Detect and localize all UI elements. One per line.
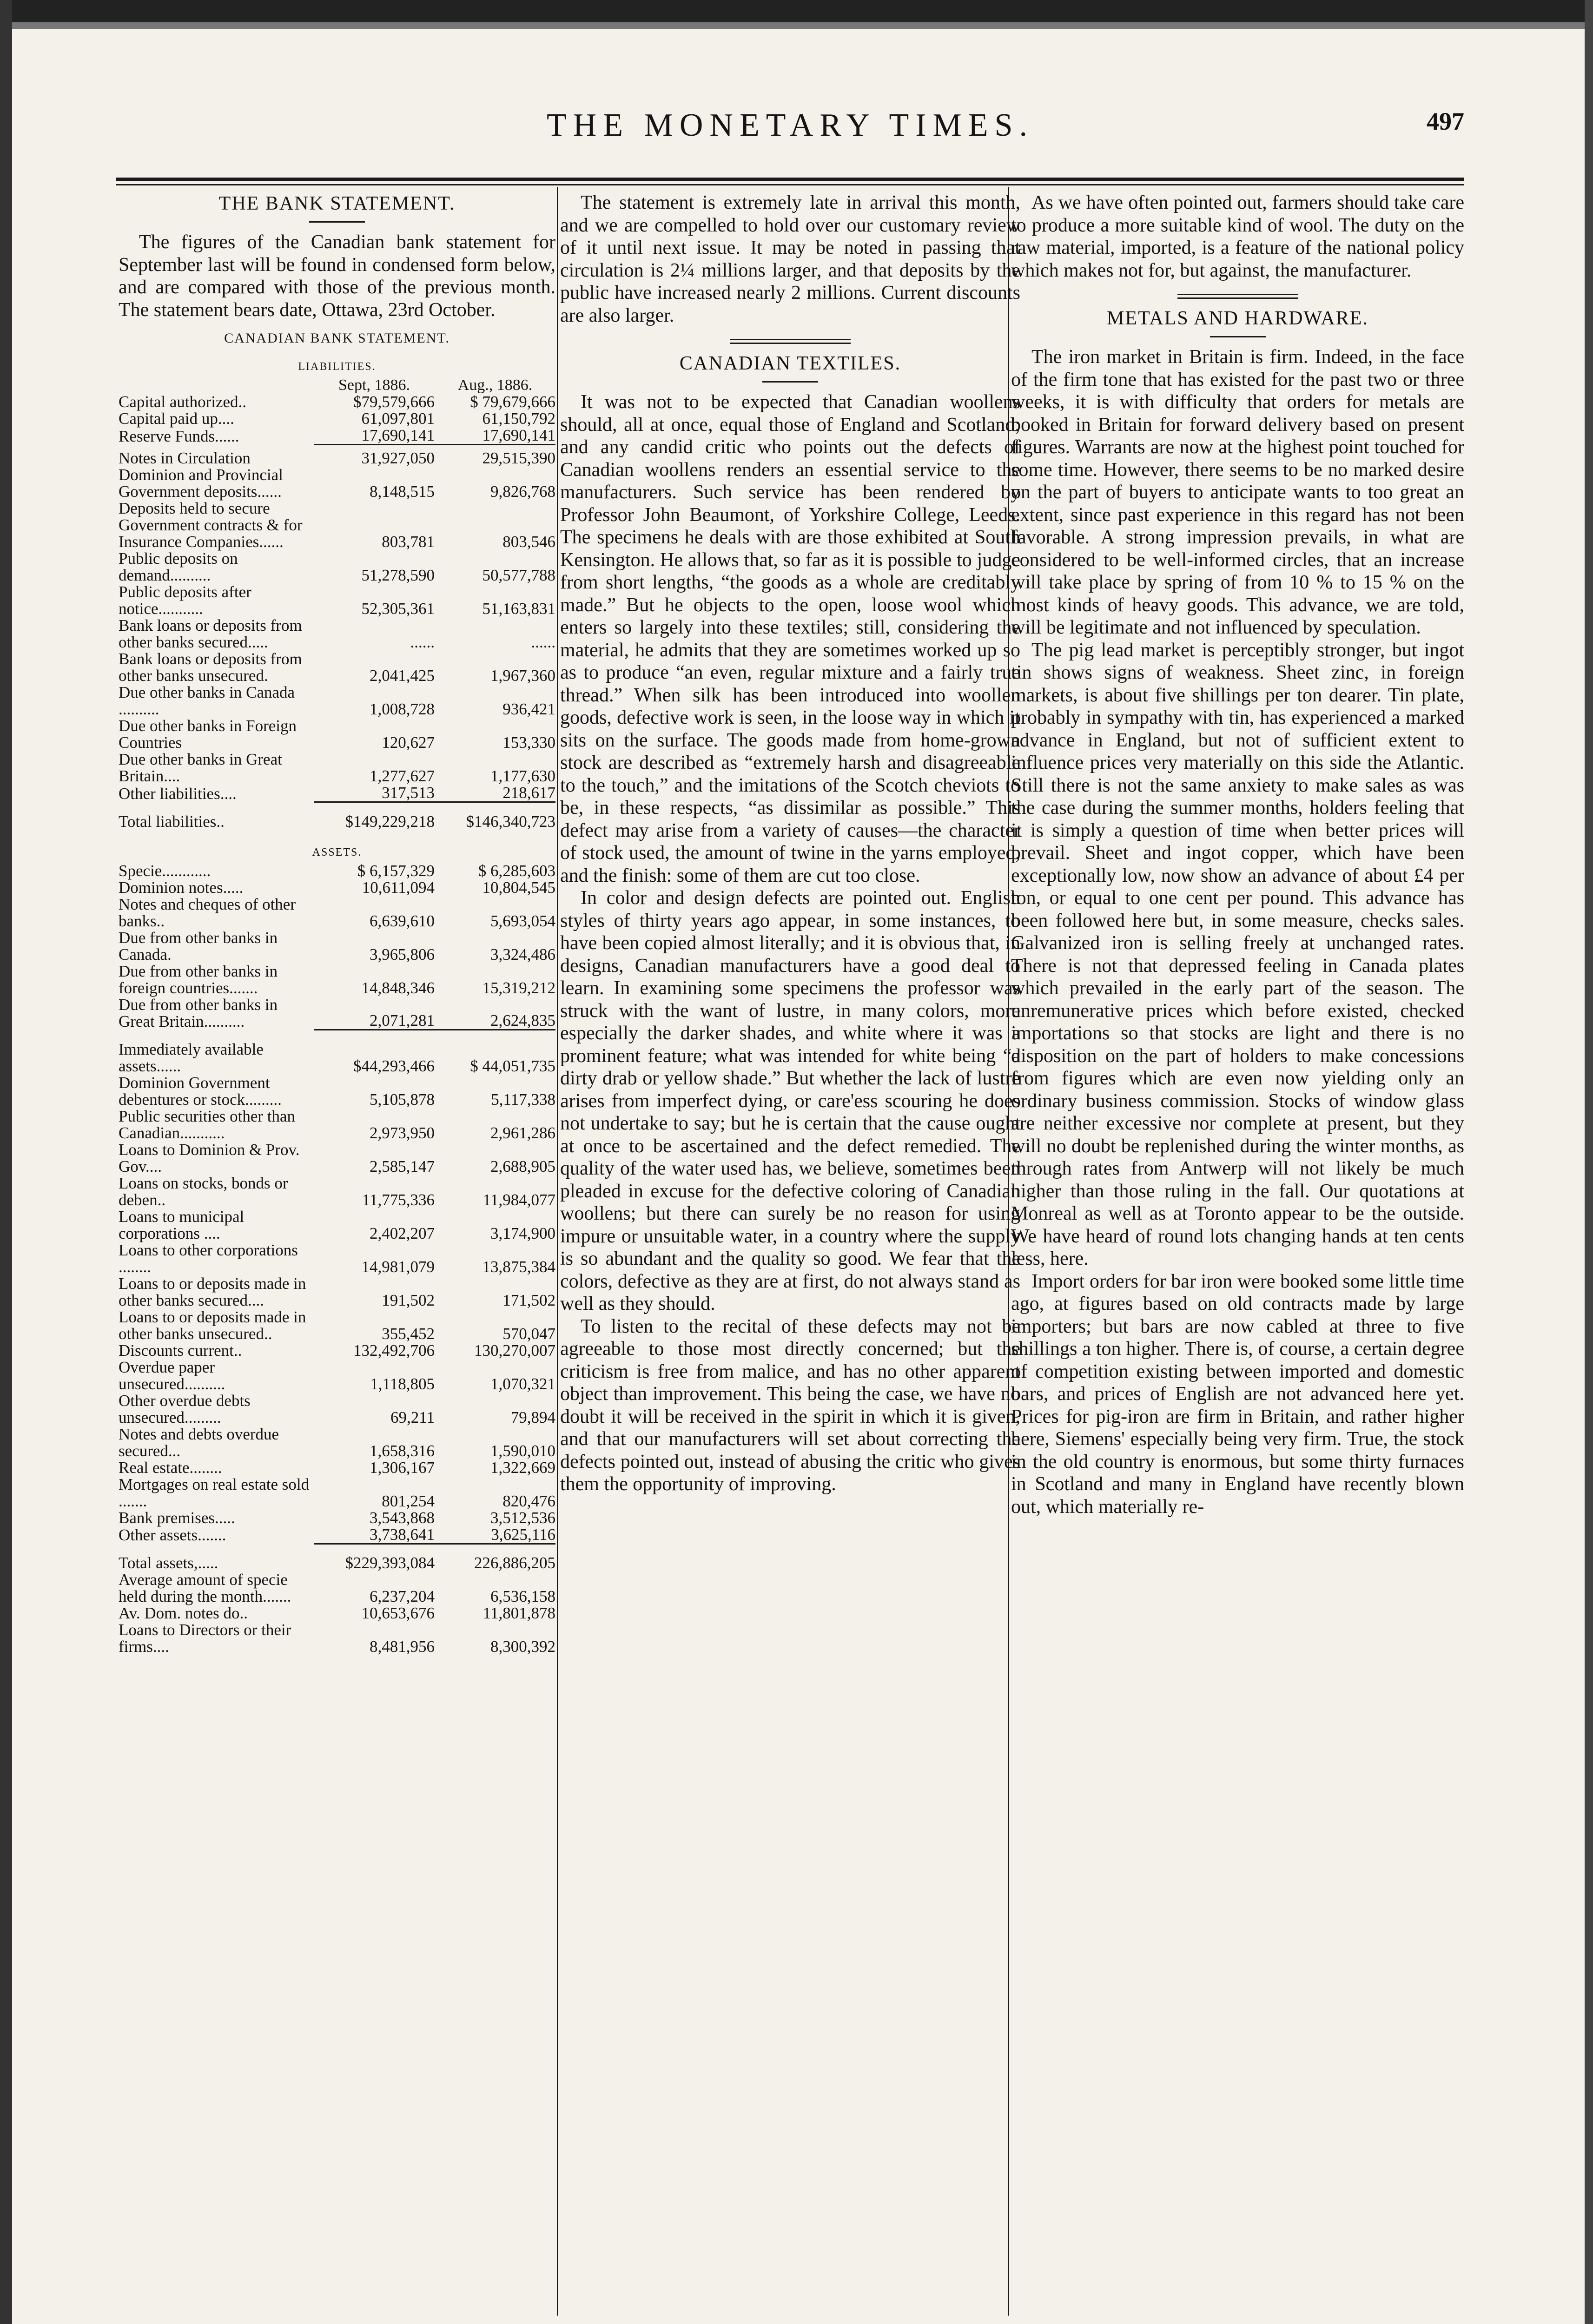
row-label: Average amount of specie held during the month.......: [119, 1571, 291, 1605]
row-value-sept: 17,690,141: [361, 426, 435, 444]
row-value-aug: 1,322,669: [490, 1458, 555, 1477]
table-row: [119, 1242, 555, 1275]
row-label: Due from other banks in Great Britain..........: [119, 995, 278, 1030]
row-label: Notes and cheques of other banks..: [119, 895, 296, 930]
row-label: Other liabilities....: [119, 784, 237, 803]
row-value-aug: 3,512,536: [490, 1508, 555, 1527]
header-rule-thick: [116, 178, 1464, 181]
row-value-sept: 2,041,425: [370, 667, 435, 685]
row-value-sept: 132,492,706: [353, 1341, 435, 1360]
table-row: [119, 684, 555, 718]
row-label: Due other banks in Great Britain....: [119, 750, 282, 785]
row-value-aug: 3,324,486: [490, 945, 555, 964]
table-row: [119, 1208, 555, 1242]
row-value-sept: 2,973,950: [370, 1123, 435, 1142]
row-value-sept: 2,585,147: [370, 1157, 435, 1175]
row-value-aug: 61,150,792: [482, 409, 555, 428]
row-label: Total assets,.....: [119, 1554, 218, 1572]
column-textiles: [560, 187, 1020, 2316]
row-value-sept: 355,452: [382, 1324, 435, 1343]
row-value-aug: $ 79,679,666: [470, 393, 555, 411]
scan-edge-left: [0, 0, 12, 2324]
title-dash: [309, 221, 365, 223]
table-row: [119, 785, 555, 802]
row-value-sept: 14,981,079: [361, 1257, 435, 1276]
table-row: [119, 1571, 555, 1605]
bank-statement-intro: The figures of the Canadian bank statement for September last will be found in condensed form below, and are compared with those of the previous month. The statement bears date, Ottawa, 23rd October.: [119, 231, 555, 321]
row-value-aug: $ 6,285,603: [478, 861, 555, 880]
row-value-aug: 5,693,054: [490, 911, 555, 930]
textiles-paragraph: In color and design defects are pointed out. English styles of thirty years ago appear, in some instances, to have been copied almost literally; and it is obvious that, in designs, Canadian manufacturers have a good deal to learn. In examining some specimens the professor was struck with the want of lustre, in many colors, more especially the darker shades, and white where it was a prominent feature; what was intended for white being “a dirty drab or yellow shade.” But whether the lack of lustre arises from imperfect dying, or care'ess scouring he does not undertake to say; but he is certain that the cause ought at once to be ascertained and the defect remedied. The quality of the water used has, we believe, sometimes been pleaded in excuse for the defective coloring of Canadian woollens; but there can surely be no reason for using impure or unsuitable water, in a country where the supply is so abundant and the quality so good. We fear that the colors, defective as they are at first, do not always stand as well as they should.: [560, 887, 1020, 1314]
row-label: Public deposits after notice...........: [119, 583, 251, 618]
row-value-sept: 1,306,167: [370, 1458, 435, 1477]
row-value-sept: 10,653,676: [361, 1604, 435, 1622]
table-row: [119, 1175, 555, 1208]
row-value-aug: 2,624,835: [490, 1011, 555, 1030]
row-value-sept: 51,278,590: [361, 566, 435, 584]
row-label: Public deposits on demand..........: [119, 549, 238, 584]
table-row: [119, 718, 555, 751]
row-value-aug: 1,967,360: [490, 667, 555, 685]
table-row: [119, 802, 555, 830]
scan-edge-shadow: [0, 22, 1593, 29]
row-label: Specie............: [119, 861, 211, 880]
liabilities-rows: [119, 394, 555, 830]
row-value-sept: 120,627: [382, 733, 435, 752]
row-value-aug: 15,319,212: [482, 978, 555, 997]
table-row: [119, 1622, 555, 1655]
table-row: [119, 930, 555, 963]
title-dash: [762, 381, 818, 383]
row-value-aug: 11,984,077: [483, 1190, 555, 1209]
row-value-sept: $ 6,157,329: [357, 861, 435, 880]
col-header-sept: Sept, 1886.: [338, 376, 410, 394]
row-value-aug: 51,163,831: [482, 600, 555, 618]
row-value-sept: 1,008,728: [370, 700, 435, 718]
row-label: Dominion Government debentures or stock.........: [119, 1073, 282, 1109]
row-value-aug: 803,546: [502, 533, 555, 551]
scan-edge-top: [0, 0, 1593, 22]
metals-title: METALS AND HARDWARE.: [1107, 308, 1368, 329]
row-value-aug: $ 44,051,735: [435, 1030, 555, 1075]
row-value-sept: 803,781: [382, 533, 435, 551]
row-label: Deposits held to secure Government contracts & for Insurance Companies......: [119, 499, 303, 551]
row-value-sept: 801,254: [382, 1492, 435, 1510]
row-label: Due other banks in Canada ..........: [119, 683, 295, 718]
metals-paragraph: The pig lead market is perceptibly stronger, but ingot tin shows signs of weakness. Sheet zinc, in foreign markets, is about five shillings per ton dearer. Tin plate, probably in sympathy with tin, has experienced a marked advance in England, but not of sufficient extent to influence prices very materially on this side the Atlantic. Still there is not the same anxiety to make sales as was the case during the summer months, holders feeling that it is simply a question of time when better prices will prevail. Sheet and ingot copper, which have been exceptionally low, now show an advance of about £4 per ton, or equal to one cent per pound. This advance has been followed here but, in some measure, checks sales. Galvanized iron is selling freely at unchanged rates. There is not that depressed feeling in Canada plates which prevailed in the early part of the season. The unremunerative prices which before existed, checked importations so that stocks are light and there is no disposition on the part of holders to make concessions from figures which are even now yielding only an ordinary business commission. Stocks of window glass are neither excessive nor complete at present, but they will no doubt be replenished during the winter months, as through rates from Antwerp will not likely be much higher than those ruling in the fall. Our quotations at Monreal as well as at Toronto appear to be the outside. We have heard of round lots changing hands at ten cents less, here.: [1011, 639, 1464, 1269]
section-double-rule: [730, 339, 851, 344]
textiles-paragraph: It was not to be expected that Canadian woollens should, all at once, equal those of England and Scotland; and any candid critic who points out the defects of Canadian woollens renders an essential service to the manufacturers. Such service has been rendered by Professor John Beaumont, of Yorkshire College, Leeds. The specimens he deals with are those exhibited at South Kensington. He allows that, so far as it is possible to judge from short lengths, “the goods as a whole are creditably made.” But he objects to the open, loose wool which enters so largely into these textiles; still, considering the material, he admits that they are sometimes worked up so as to produce “an even, regular mixture and a fairly true thread.” When silk has been introduced into woollen goods, defective work is seen, in the loose way in which it sits on the surface. The goods made from home-grown stock are described as “extremely harsh and disagreeable to the touch,” and the imitations of the Scotch cheviots to be, in these respects, “as dissimilar as possible.” This defect may arise from a variety of causes—the character of stock used, the amount of twine in the yarns employed, and the finish: some of them are cut too close.: [560, 391, 1020, 886]
row-value-aug: 9,826,768: [490, 482, 555, 501]
table-row: [119, 550, 555, 584]
row-value-sept: 317,513: [382, 784, 435, 802]
row-value-sept: 2,071,281: [370, 1011, 435, 1030]
row-label: Bank premises.....: [119, 1508, 235, 1527]
row-label: Loans to Directors or their firms....: [119, 1621, 291, 1656]
table-row: [119, 467, 555, 500]
bank-statement-table: [119, 353, 555, 1655]
row-value-aug: 820,476: [502, 1492, 555, 1510]
row-value-aug: 570,047: [502, 1324, 555, 1343]
metals-paragraph: Import orders for bar iron were booked some little time ago, at figures based on old contracts made by large importers; but bars are now cabled at three to five shillings a ton higher. There is, of course, a certain degree of competition existing between imported and domestic bars, and prices of English are not advanced here yet. Prices for pig-iron are firm in Britain, and rather higher here, Siemens' especially being very firm. True, the stock in the old country is enormous, but some thirty furnaces in Scotland and many in England have recently blown out, which materially re-: [1011, 1270, 1464, 1518]
row-value-sept: 69,211: [390, 1408, 435, 1426]
header-rule-thin: [116, 184, 1464, 185]
masthead: THE MONETARY TIMES.: [547, 107, 1034, 143]
table-row: [119, 584, 555, 617]
textiles-paragraph: To listen to the recital of these defects may not be agreeable to those most directly concerned; but the criticism is free from malice, and has no other apparent object than improvement. This being the case, we have no doubt it will be received in the spirit in which it is given, and that our manufacturers will set about correcting the defects pointed out, instead of abusing the critic who gives them the opportunity of improving.: [560, 1315, 1020, 1495]
row-value-aug: 6,536,158: [490, 1587, 555, 1605]
row-value-aug: 50,577,788: [482, 566, 555, 584]
row-value-sept: $149,229,218: [314, 802, 435, 830]
row-label: Immediately available assets......: [119, 1040, 264, 1075]
row-value-sept: 8,481,956: [370, 1637, 435, 1656]
row-value-sept: 8,148,515: [370, 482, 435, 501]
row-label: Public securities other than Canadian...........: [119, 1107, 296, 1142]
table-row: [119, 1476, 555, 1510]
row-value-sept: 1,118,805: [370, 1374, 435, 1393]
row-value-aug: 79,894: [510, 1408, 555, 1426]
row-value-aug: 130,270,007: [474, 1341, 555, 1360]
row-label: Dominion and Provincial Government deposits......: [119, 466, 283, 501]
row-value-sept: 14,848,346: [361, 978, 435, 997]
row-value-aug: 226,886,205: [435, 1544, 555, 1571]
row-label: Capital paid up....: [119, 409, 234, 428]
row-label: Loans to other corporations ........: [119, 1241, 298, 1276]
row-label: Dominion notes.....: [119, 878, 244, 897]
row-value-aug: 10,804,545: [482, 878, 555, 897]
table-row: [119, 1426, 555, 1459]
row-value-sept: 1,277,627: [370, 767, 435, 785]
textiles-title: CANADIAN TEXTILES.: [679, 353, 901, 374]
table-row: [119, 394, 555, 410]
row-label: Reserve Funds......: [119, 427, 239, 445]
row-value-aug: $146,340,723: [435, 802, 555, 830]
table-row: [119, 1605, 555, 1622]
table-row: [119, 427, 555, 445]
row-label: Other overdue debts unsecured.........: [119, 1391, 251, 1426]
row-label: Real estate........: [119, 1458, 222, 1477]
table-row: [119, 1342, 555, 1359]
row-value-sept: $44,293,466: [314, 1030, 435, 1075]
row-label: Due other banks in Foreign Countries: [119, 717, 297, 752]
row-label: Loans to or deposits made in other banks unsecured..: [119, 1307, 306, 1343]
table-row: [119, 1309, 555, 1342]
assets-heading: ASSETS.: [312, 846, 362, 858]
row-value-aug: 13,875,384: [482, 1257, 555, 1276]
row-label: Capital authorized..: [119, 393, 247, 411]
row-label: Notes and debts overdue secured...: [119, 1425, 279, 1460]
table-row: [119, 500, 555, 550]
row-value-aug: 171,502: [502, 1291, 555, 1309]
table-row: [119, 1108, 555, 1142]
row-value-aug: 1,590,010: [490, 1441, 555, 1460]
row-label: Overdue paper unsecured..........: [119, 1358, 225, 1393]
table-row: [119, 863, 555, 879]
row-value-sept: 5,105,878: [370, 1090, 435, 1109]
table-row: [119, 1075, 555, 1108]
table-row: [119, 1544, 555, 1571]
statement-note: The statement is extremely late in arrival this month, and we are compelled to hold over our customary review of it until next issue. It may be noted in passing that circulation is 2¼ millions larger, and that deposits by the public have increased nearly 2 millions. Current discounts are also larger.: [560, 192, 1020, 326]
row-label: Due from other banks in foreign countries.......: [119, 962, 278, 997]
row-value-sept: 2,402,207: [370, 1224, 435, 1242]
row-value-sept: 3,543,868: [370, 1508, 435, 1527]
title-dash: [1210, 336, 1266, 337]
row-label: Notes in Circulation: [119, 449, 251, 467]
row-value-aug: 17,690,141: [482, 426, 555, 444]
row-value-aug: 1,177,630: [490, 767, 555, 785]
row-value-aug: 5,117,338: [491, 1090, 555, 1109]
row-value-aug: 153,330: [502, 733, 555, 752]
table-row: [119, 651, 555, 684]
assets-rows: [119, 863, 555, 1656]
row-value-aug: 936,421: [502, 700, 555, 718]
table-row: [119, 617, 555, 651]
table-row: [119, 1030, 555, 1075]
section-double-rule: [1177, 294, 1298, 299]
table-row: [119, 997, 555, 1030]
table-row: [119, 1393, 555, 1426]
row-label: Due from other banks in Canada.: [119, 928, 278, 964]
row-value-sept: 10,611,094: [362, 878, 435, 897]
row-value-aug: 29,515,390: [435, 445, 555, 467]
row-value-sept: 6,237,204: [370, 1587, 435, 1605]
row-label: Bank loans or deposits from other banks unsecured.: [119, 650, 302, 685]
row-value-aug: 3,174,900: [490, 1224, 555, 1242]
table-title: CANADIAN BANK STATEMENT.: [224, 330, 450, 346]
row-label: Bank loans or deposits from other banks secured.....: [119, 616, 302, 651]
row-label: Av. Dom. notes do..: [119, 1604, 248, 1622]
table-row: [119, 879, 555, 896]
row-value-aug: ......: [531, 633, 555, 651]
row-value-aug: 3,625,116: [491, 1525, 555, 1544]
table-row: [119, 1142, 555, 1175]
row-value-sept: ......: [410, 633, 435, 651]
row-value-sept: 191,502: [382, 1291, 435, 1309]
row-value-sept: 6,639,610: [370, 911, 435, 930]
table-row: [119, 1526, 555, 1544]
table-row: [119, 1510, 555, 1526]
row-label: Discounts current..: [119, 1341, 242, 1360]
row-value-aug: 11,801,878: [483, 1604, 555, 1622]
row-value-sept: 3,738,641: [370, 1525, 435, 1544]
row-label: Loans on stocks, bonds or deben..: [119, 1174, 288, 1209]
table-row: [119, 896, 555, 930]
row-value-sept: $229,393,084: [314, 1544, 435, 1571]
row-value-sept: 52,305,361: [361, 600, 435, 618]
row-label: Mortgages on real estate sold .......: [119, 1475, 310, 1510]
row-value-aug: 218,617: [502, 784, 555, 802]
table-row: [119, 1459, 555, 1476]
row-value-aug: 2,688,905: [490, 1157, 555, 1175]
table-row: [119, 410, 555, 427]
liabilities-heading: LIABILITIES.: [298, 361, 376, 373]
page-header: [116, 98, 1464, 158]
table-row: [119, 1275, 555, 1309]
column-divider-1: [557, 187, 558, 2316]
column-metals: [1011, 187, 1464, 2316]
row-value-sept: 31,927,050: [314, 445, 435, 467]
row-value-aug: 2,961,286: [490, 1123, 555, 1142]
table-row: [119, 963, 555, 997]
bank-statement-title: THE BANK STATEMENT.: [218, 193, 456, 214]
row-label: Loans to municipal corporations ....: [119, 1207, 245, 1242]
row-label: Total liabilities..: [119, 812, 225, 831]
row-value-sept: $79,579,666: [353, 393, 435, 411]
row-label: Loans to or deposits made in other banks secured....: [119, 1274, 306, 1309]
scan-edge-right: [1585, 0, 1593, 2324]
table-row: [119, 1359, 555, 1393]
row-label: Loans to Dominion & Prov. Gov....: [119, 1140, 300, 1175]
metals-paragraph: The iron market in Britain is firm. Indeed, in the face of the firm tone that has existed for the past two or three weeks, it is with difficulty that orders for metals are booked in Britain for forward delivery based on present figures. Warrants are now at the highest point touched for some time. However, there seems to be no marked desire on the part of buyers to anticipate wants to too great an extent, since past experience in this regard has not been favorable. A strong impression prevails, in what are considered to be well-informed circles, that an increase will take place by spring of from 10 % to 15 % on the most kinds of heavy goods. This advance, we are told, will be legitimate and not influenced by speculation.: [1011, 346, 1464, 638]
row-value-sept: 61,097,801: [361, 409, 435, 428]
table-row: [119, 445, 555, 467]
col-header-aug: Aug., 1886.: [457, 376, 533, 394]
row-value-sept: 1,658,316: [370, 1441, 435, 1460]
page-number: 497: [1427, 107, 1464, 135]
row-value-sept: 11,775,336: [362, 1190, 435, 1209]
wool-note: As we have often pointed out, farmers should take care to produce a more suitable kind of wool. The duty on the raw material, imported, is a feature of the national policy which makes not for, but against, the manufacturer.: [1011, 192, 1464, 281]
row-label: Other assets.......: [119, 1526, 226, 1544]
table-row: [119, 751, 555, 785]
row-value-sept: 3,965,806: [370, 945, 435, 964]
row-value-aug: 8,300,392: [490, 1637, 555, 1656]
row-value-aug: 1,070,321: [490, 1374, 555, 1393]
column-bank-statement: [119, 187, 555, 2316]
